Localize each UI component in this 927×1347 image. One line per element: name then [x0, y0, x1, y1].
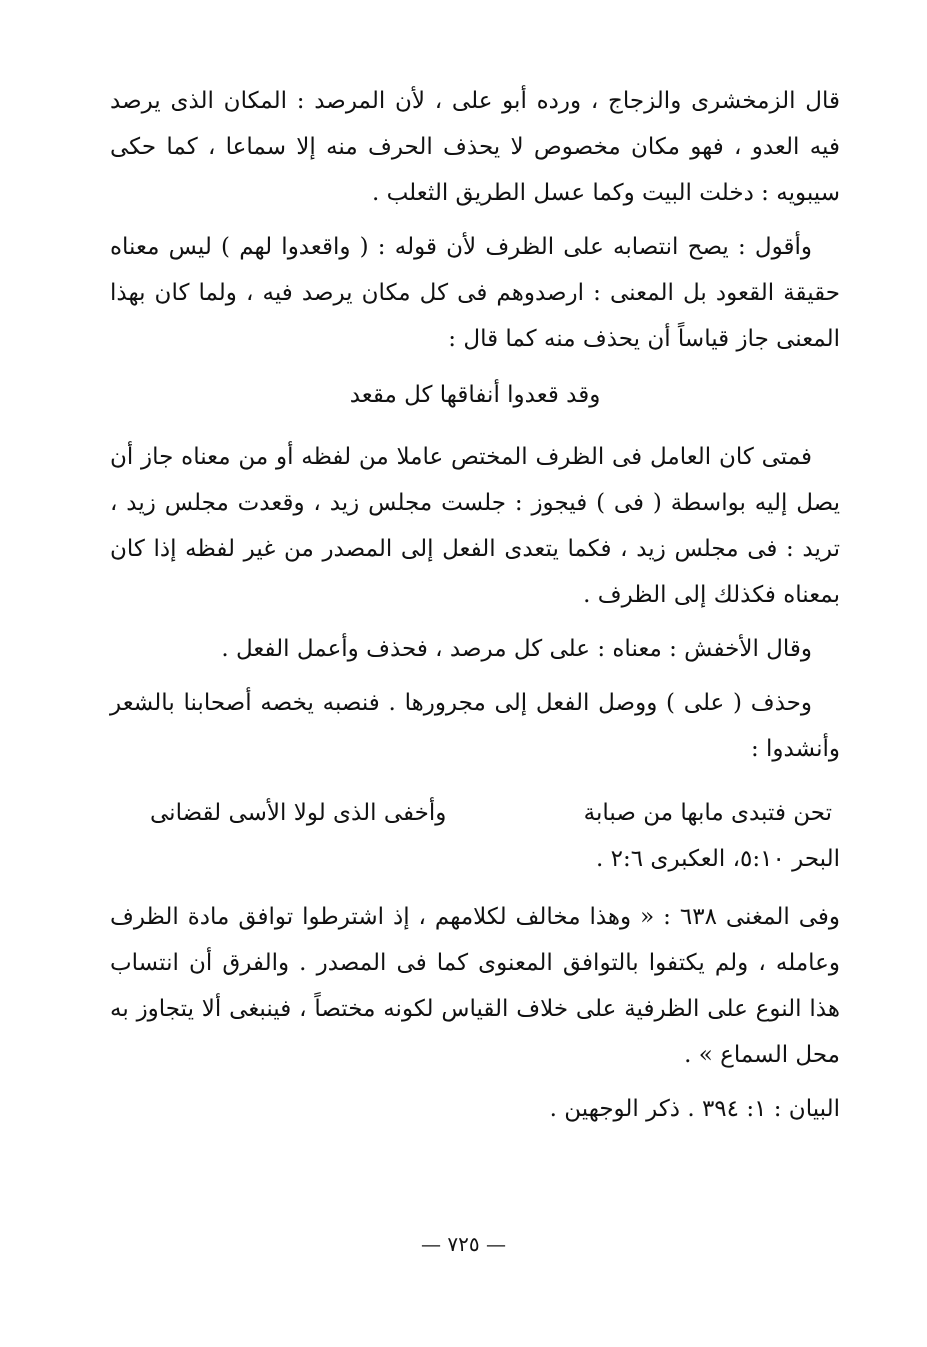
- bayan-reference: البيان : ١: ٣٩٤ . ذكر الوجهين .: [549, 1096, 840, 1122]
- page-number: — ٧٢٥ —: [421, 1232, 506, 1256]
- paragraph-aqul: وأقول : يصح انتصابه على الظرف لأن قوله : ( واقعدوا لهم ) ليس معناه حقيقة القعود بل المعنى : ارصدوهم فى كل مكان يرصد فيه ، ولما كان بهذا المعنى جاز قياساً أن يحذف منه كما قال :: [110, 234, 840, 352]
- verse-line-centered: وقد قعدوا أنفاقها كل مقعد: [349, 382, 601, 408]
- poetry-verse: [110, 790, 840, 836]
- source-citation: البحر ٥:١٠، العكبرى ٢:٦ .: [596, 846, 840, 872]
- verse-second-hemistich: وأخفى الذى لولا الأسى لقضانى: [150, 800, 447, 826]
- paragraph-zamakhshari: قال الزمخشرى والزجاج ، ورده أبو على ، لأن المرصد : المكان الذى يرصد فيه العدو ، فهو مكان مخصوص لا يحذف الحرف منه إلا سماعا ، كما حكى سيبويه : دخلت البيت وكما عسل الطريق الثعلب .: [110, 88, 840, 206]
- paragraph-hadhf: وحذف ( على ) ووصل الفعل إلى مجرورها . فنصبه يخصه أصحابنا بالشعر وأنشدوا :: [110, 690, 840, 762]
- verse-first-hemistich: تحن فتبدى مابها من صبابة: [583, 800, 832, 826]
- page-body: [110, 78, 840, 1140]
- mughni-note: وفى المغنى ٦٣٨ : « وهذا مخالف لكلامهم ، إذ اشترطوا توافق مادة الظرف وعامله ، ولم يكتفوا بالتوافق المعنوى كما فى المصدر . والفرق أن انتساب هذا النوع على الظرفية على خلاف القياس لكونه مختصاً ، فينبغى ألا يتجاوز به محل السماع » .: [110, 904, 841, 1068]
- paragraph-akhfash: وقال الأخفش : معناه : على كل مرصد ، فحذف وأعمل الفعل .: [221, 636, 812, 662]
- paragraph-amil: فمتى كان العامل فى الظرف المختص عاملا من لفظه أو من معناه جاز أن يصل إليه بواسطة ( فى ) فيجوز : جلست مجلس زيد ، وقعدت مجلس زيد ، تريد : فى مجلس زيد ، فكما يتعدى الفعل إلى المصدر من غير لفظه إذا كان بمعناه فكذلك إلى الظرف .: [110, 444, 840, 608]
